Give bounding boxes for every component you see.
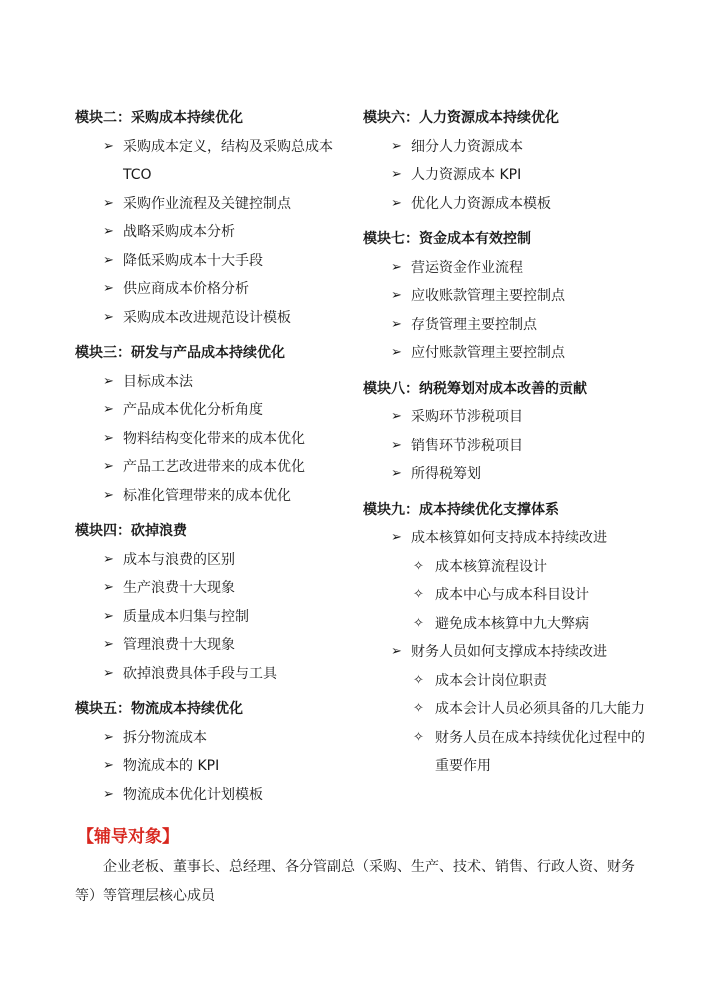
list-item [363, 460, 653, 489]
arrow-bullet-icon: ➢ [103, 758, 114, 773]
list-item [75, 453, 355, 482]
list-item [363, 581, 653, 610]
list-item-text: 物流成本优化计划模板 [123, 786, 263, 803]
list-item [363, 432, 653, 461]
module-gap [363, 218, 653, 225]
module-section [75, 517, 355, 688]
arrow-bullet-icon: ➢ [391, 409, 402, 424]
list-item-text: 优化人力资源成本模板 [411, 195, 551, 212]
list-item-text: 降低采购成本十大手段 [123, 252, 263, 269]
arrow-bullet-icon: ➢ [391, 437, 402, 453]
list-item [75, 218, 355, 247]
arrow-bullet-icon: ➢ [391, 644, 402, 659]
list-item [75, 304, 355, 333]
module-title: 模块五：物流成本持续优化 [75, 701, 243, 717]
list-item [363, 282, 653, 311]
diamond-star-bullet-icon: ✧ [413, 587, 424, 602]
list-item [363, 695, 653, 724]
list-item [363, 524, 653, 553]
arrow-bullet-icon: ➢ [103, 195, 114, 211]
list-item-text: 拆分物流成本 [123, 729, 207, 746]
module-gap [75, 688, 355, 695]
list-item-text: 成本中心与成本科目设计 [435, 587, 589, 603]
module-title: 模块三：研发与产品成本持续优化 [75, 345, 285, 361]
arrow-bullet-icon: ➢ [103, 252, 114, 268]
arrow-bullet-icon: ➢ [391, 138, 402, 154]
list-item [363, 161, 653, 190]
list-item-text: 采购成本改进规范设计模板 [123, 309, 291, 326]
arrow-bullet-icon: ➢ [103, 459, 114, 474]
list-item [363, 311, 653, 340]
target-audience-heading: 【辅导对象】 [77, 827, 179, 847]
arrow-bullet-icon: ➢ [391, 259, 402, 275]
list-item [75, 574, 355, 603]
list-item-text: 砍掉浪费具体手段与工具 [123, 665, 277, 682]
list-item [363, 190, 653, 219]
module-section [75, 104, 355, 332]
list-item [363, 403, 653, 432]
arrow-bullet-icon: ➢ [103, 430, 114, 446]
module-gap [363, 368, 653, 375]
list-item-text: 产品工艺改进带来的成本优化 [123, 459, 305, 475]
module-section [75, 339, 355, 510]
list-item [363, 553, 653, 582]
list-item [363, 667, 653, 696]
arrow-bullet-icon: ➢ [103, 281, 114, 296]
list-item [75, 546, 355, 575]
list-item [363, 339, 653, 368]
arrow-bullet-icon: ➢ [391, 288, 402, 303]
list-item-text: 应收账款管理主要控制点 [411, 288, 565, 304]
module-section [363, 104, 653, 218]
module-title: 模块七：资金成本有效控制 [363, 231, 531, 247]
arrow-bullet-icon: ➢ [103, 551, 114, 567]
target-audience-description: 企业老板、董事长、总经理、各分管副总（采购、生产、技术、销售、行政人资、财务等）等管理层核心成员 [75, 859, 635, 904]
list-item-text: 成本核算流程设计 [435, 558, 547, 575]
list-item [363, 638, 653, 667]
list-item-text: 成本会计岗位职责 [435, 672, 547, 689]
list-item [75, 396, 355, 425]
arrow-bullet-icon: ➢ [391, 530, 402, 545]
list-item-text: 成本会计人员必须具备的几大能力 [435, 701, 645, 717]
module-gap [75, 510, 355, 517]
arrow-bullet-icon: ➢ [391, 316, 402, 332]
list-item-text: 人力资源成本 KPI [411, 167, 522, 183]
module-gap [75, 332, 355, 339]
list-item-text: 战略采购成本分析 [123, 224, 235, 240]
list-item [75, 752, 355, 781]
arrow-bullet-icon: ➢ [103, 309, 114, 325]
arrow-bullet-icon: ➢ [103, 637, 114, 652]
diamond-star-bullet-icon: ✧ [413, 729, 424, 745]
arrow-bullet-icon: ➢ [103, 580, 114, 595]
module-title: 模块二：采购成本持续优化 [75, 110, 243, 126]
list-item-text: 目标成本法 [123, 373, 193, 390]
arrow-bullet-icon: ➢ [391, 195, 402, 211]
list-item-text: 物料结构变化带来的成本优化 [123, 430, 305, 447]
right-column [363, 104, 653, 781]
list-item [75, 247, 355, 276]
list-item-text: 营运资金作业流程 [411, 259, 523, 276]
list-item-text: 成本核算如何支持成本持续改进 [411, 530, 607, 546]
arrow-bullet-icon: ➢ [103, 608, 114, 624]
arrow-bullet-icon: ➢ [103, 786, 114, 802]
arrow-bullet-icon: ➢ [103, 373, 114, 389]
module-title: 模块六：人力资源成本持续优化 [363, 110, 559, 126]
list-item-text: 生产浪费十大现象 [123, 580, 235, 596]
module-title: 模块九：成本持续优化支撑体系 [363, 501, 559, 518]
list-item-text: 供应商成本价格分析 [123, 281, 249, 297]
list-item [75, 190, 355, 219]
list-item-text: 质量成本归集与控制 [123, 608, 249, 625]
module-title: 模块四：砍掉浪费 [75, 523, 187, 539]
arrow-bullet-icon: ➢ [103, 402, 114, 417]
arrow-bullet-icon: ➢ [391, 466, 402, 481]
list-item [363, 724, 653, 781]
list-item-text: 存货管理主要控制点 [411, 316, 537, 333]
diamond-star-bullet-icon: ✧ [413, 615, 424, 631]
list-item-text: 避免成本核算中九大弊病 [435, 615, 589, 632]
list-item [75, 724, 355, 753]
list-item [75, 275, 355, 304]
arrow-bullet-icon: ➢ [103, 138, 114, 154]
module-section [363, 225, 653, 368]
module-gap [363, 489, 653, 496]
arrow-bullet-icon: ➢ [103, 224, 114, 239]
diamond-star-bullet-icon: ✧ [413, 701, 424, 716]
diamond-star-bullet-icon: ✧ [413, 672, 424, 688]
arrow-bullet-icon: ➢ [103, 665, 114, 681]
list-item-text: 采购环节涉税项目 [411, 409, 523, 425]
list-item-text: 财务人员如何支撑成本持续改进 [411, 644, 607, 660]
diamond-star-bullet-icon: ✧ [413, 558, 424, 574]
list-item-text: 采购作业流程及关键控制点 [123, 195, 291, 212]
module-title: 模块八：纳税筹划对成本改善的贡献 [363, 380, 587, 397]
list-item-text: 采购成本定义，结构及采购总成本TCO [123, 138, 333, 183]
list-item-text: 管理浪费十大现象 [123, 637, 235, 653]
list-item-text: 销售环节涉税项目 [411, 437, 523, 454]
list-item [363, 254, 653, 283]
list-item-text: 细分人力资源成本 [411, 138, 523, 155]
list-item-text: 所得税筹划 [411, 466, 481, 482]
module-section [363, 375, 653, 489]
list-item [75, 631, 355, 660]
list-item [75, 603, 355, 632]
arrow-bullet-icon: ➢ [391, 345, 402, 360]
module-section [363, 496, 653, 781]
list-item [75, 425, 355, 454]
list-item [75, 482, 355, 511]
left-column [75, 104, 355, 809]
arrow-bullet-icon: ➢ [391, 167, 402, 182]
list-item [75, 133, 355, 190]
list-item [363, 133, 653, 162]
list-item-text: 应付账款管理主要控制点 [411, 345, 565, 361]
list-item [75, 781, 355, 810]
list-item [75, 368, 355, 397]
list-item [75, 660, 355, 689]
list-item-text: 财务人员在成本持续优化过程中的重要作用 [435, 729, 645, 774]
arrow-bullet-icon: ➢ [103, 729, 114, 745]
list-item-text: 物流成本的 KPI [123, 758, 220, 774]
arrow-bullet-icon: ➢ [103, 487, 114, 503]
list-item [363, 610, 653, 639]
list-item-text: 产品成本优化分析角度 [123, 402, 263, 418]
module-section [75, 695, 355, 809]
list-item-text: 成本与浪费的区别 [123, 551, 235, 568]
list-item-text: 标准化管理带来的成本优化 [123, 487, 291, 504]
